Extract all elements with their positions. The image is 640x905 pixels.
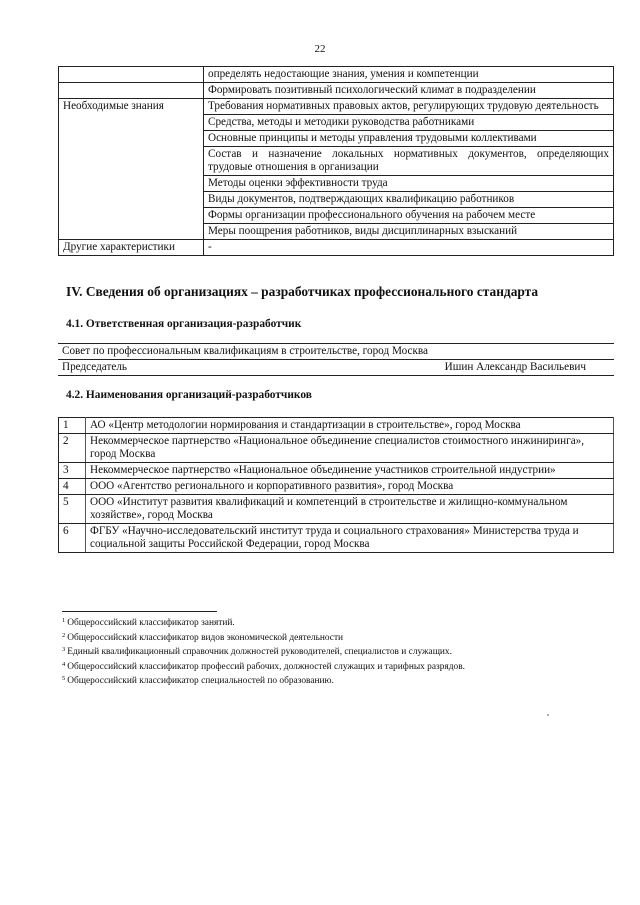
scan-speck [547,714,549,716]
empty-label-cell [59,67,204,83]
table-row [59,495,614,524]
table-row [59,434,614,463]
subsection-title-responsible: 4.1. Ответственная организация-разработчик [66,318,302,330]
row-number: 3 [59,463,86,479]
table-row [58,344,614,360]
row-number: 2 [59,434,86,463]
skill-cell: определять недостающие знания, умения и компетенции [204,67,614,83]
table-row [59,418,614,434]
footnote [62,673,465,688]
person-name: Ишин Александр Васильевич [444,361,586,373]
table-row [59,463,614,479]
skill-cell: Формировать позитивный психологический климат в подразделении [204,83,614,99]
footnote [62,659,465,674]
row-number: 1 [59,418,86,434]
table-row [59,479,614,495]
footnote-mark: 5 [62,675,66,683]
footnote-mark: 4 [62,660,66,668]
developer-name: ООО «Агентство регионального и корпоративного развития», город Москва [86,479,614,495]
page-number: 22 [314,43,326,55]
row-number: 4 [59,479,86,495]
footnote [62,644,465,659]
table-row [59,83,614,99]
footnote-text: Общероссийский классификатор видов экономической деятельности [67,632,344,643]
developer-name: ООО «Институт развития квалификаций и компетенций в строительстве и жилищно-коммунальном хозяйстве», город Москва [86,495,614,524]
knowledge-cell: Основные принципы и методы управления трудовыми коллективами [204,131,614,147]
empty-label-cell [59,83,204,99]
footnote-text: Общероссийский классификатор занятий. [67,618,235,628]
knowledge-label: Необходимые знания [59,99,204,240]
footnote [62,615,465,630]
developer-name: Некоммерческое партнерство «Национальное объединение участников строительной индустрии» [86,463,614,479]
knowledge-cell: Формы организации профессионального обучения на рабочем месте [204,208,614,224]
table-row [59,240,614,256]
table-row [59,67,614,83]
position-label: Председатель [62,361,128,373]
footnote-text: Единый квалификационный справочник должностей руководителей, специалистов и служащих. [67,647,452,658]
knowledge-table [58,66,614,256]
developer-name: Некоммерческое партнерство «Национальное объединение специалистов стоимостного инжиниринга», город Москва [86,434,614,463]
footnote [62,630,465,645]
footnote-text: Общероссийский классификатор специальностей по образованию. [67,676,334,687]
row-number: 6 [59,524,86,553]
developers-table [58,417,614,553]
footnote-mark: 2 [62,631,66,639]
footnotes [62,615,465,688]
knowledge-cell: Средства, методы и методики руководства работниками [204,115,614,131]
footnote-text: Общероссийский классификатор профессий рабочих, должностей служащих и тарифных разрядов. [67,661,465,672]
table-row [59,524,614,553]
subsection-title-developers: 4.2. Наименования организаций-разработчиков [66,389,312,401]
footnote-divider [62,611,217,612]
other-value: - [204,240,614,256]
section-title: IV. Сведения об организациях – разработчиках профессионального стандарта [66,284,539,299]
knowledge-cell: Требования нормативных правовых актов, регулирующих трудовую деятельность [204,99,614,115]
table-row [58,360,614,376]
developer-name: АО «Центр методологии нормирования и стандартизации в строительстве», город Москва [86,418,614,434]
developer-name: ФГБУ «Научно-исследовательский институт труда и социального страхования» Министерства труда и социальной защиты Российской Федерации, город Москва [86,524,614,553]
footnote-mark: 1 [62,617,66,624]
footnote-mark: 3 [62,646,66,654]
other-label: Другие характеристики [59,240,204,256]
table-row [59,99,614,115]
knowledge-cell: Виды документов, подтверждающих квалификацию работников [204,192,614,208]
responsible-signatory [58,360,614,376]
knowledge-cell: Состав и назначение локальных нормативных документов, определяющих трудовые отношения в организации [204,147,614,176]
knowledge-cell: Методы оценки эффективности труда [204,176,614,192]
responsible-table [58,343,614,376]
row-number: 5 [59,495,86,524]
responsible-organization: Совет по профессиональным квалификациям в строительстве, город Москва [58,344,614,360]
knowledge-cell: Меры поощрения работников, виды дисциплинарных взысканий [204,224,614,240]
